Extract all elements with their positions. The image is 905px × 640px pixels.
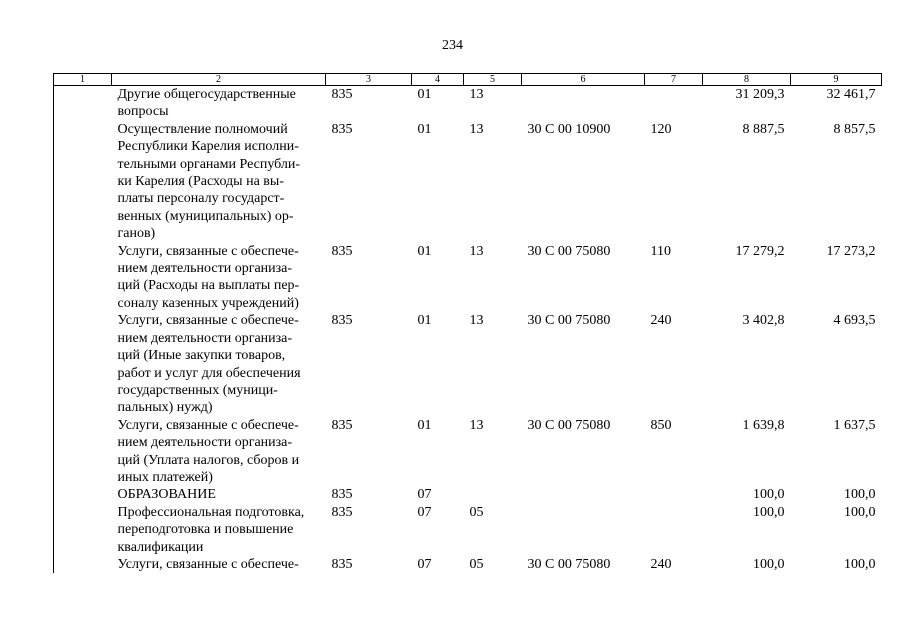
col-header-7: 7: [645, 74, 703, 86]
table-row: [54, 417, 882, 487]
description-line: иных платежей): [117, 469, 213, 485]
row-amount-year-1: 17 279,2: [735, 243, 785, 259]
description-line: Услуги, связанные с обеспече-: [117, 556, 299, 572]
row-subsection-code: 13: [469, 313, 484, 329]
row-ministry-code: 835: [331, 87, 353, 102]
description-line: соналу казенных учреждений): [117, 295, 299, 311]
row-col-1: [54, 556, 112, 573]
row-target-article: [522, 86, 645, 121]
description-line: вопросы: [117, 104, 169, 120]
page-number: 234: [442, 38, 463, 53]
row-amount-year-1: 31 209,3: [735, 87, 785, 102]
description-line: Другие общегосударственные: [117, 87, 296, 102]
row-amount-year-1: 8 887,5: [742, 121, 785, 137]
description-line: ций (Уплата налогов, сборов и: [117, 452, 300, 468]
row-col-1: [54, 121, 112, 243]
row-col-1: [54, 504, 112, 556]
row-amount-year-2: 100,0: [844, 556, 876, 572]
row-section-code: 07: [417, 504, 432, 520]
row-col-1: [54, 312, 112, 416]
row-description: [112, 121, 326, 243]
row-target-article: 30 С 00 75080: [527, 313, 611, 329]
table-body: [54, 86, 882, 574]
row-target-article: 30 С 00 75080: [527, 417, 611, 433]
row-section-code: 07: [417, 487, 432, 503]
row-target-article: [522, 486, 645, 503]
row-section-code: 01: [417, 313, 432, 329]
description-line: нием деятельности организа-: [117, 330, 293, 346]
row-col-1: [54, 86, 112, 121]
row-expense-type: 120: [650, 121, 672, 137]
description-line: Осуществление полномочий: [117, 121, 288, 137]
row-amount-year-2: 4 693,5: [833, 313, 876, 329]
row-expense-type: 240: [650, 556, 672, 572]
row-ministry-code: 835: [331, 504, 353, 520]
row-col-1: [54, 417, 112, 487]
description-line: Республики Карелия исполни-: [117, 139, 299, 155]
description-line: Услуги, связанные с обеспече-: [117, 313, 299, 329]
table-row: [54, 504, 882, 556]
row-subsection-code: [464, 486, 522, 503]
row-amount-year-1: 100,0: [753, 504, 785, 520]
row-amount-year-2: 17 273,2: [826, 243, 876, 259]
row-description: [112, 504, 326, 556]
row-col-1: [54, 243, 112, 313]
col-header-5: 5: [464, 74, 522, 86]
row-description: [112, 86, 326, 121]
row-subsection-code: 05: [469, 556, 484, 572]
description-line: Услуги, связанные с обеспече-: [117, 417, 299, 433]
row-target-article: 30 С 00 75080: [527, 243, 611, 259]
row-target-article: 30 С 00 10900: [527, 121, 611, 137]
row-description: [112, 312, 326, 416]
description-line: Профессиональная подготовка,: [117, 504, 305, 520]
description-line: работ и услуг для обеспечения: [117, 365, 301, 381]
description-line: платы персоналу государст-: [117, 191, 285, 207]
row-subsection-code: 05: [469, 504, 484, 520]
description-line: венных (муниципальных) ор-: [117, 208, 294, 224]
description-line: ций (Расходы на выплаты пер-: [117, 278, 300, 294]
col-header-2: 2: [112, 74, 326, 86]
description-line: государственных (муници-: [117, 382, 278, 398]
row-section-code: 01: [417, 417, 432, 433]
table-row: [54, 556, 882, 573]
row-subsection-code: 13: [469, 87, 484, 102]
row-section-code: 01: [417, 243, 432, 259]
row-amount-year-1: 100,0: [753, 556, 785, 572]
row-expense-type: [645, 504, 703, 556]
description-line: ций (Иные закупки товаров,: [117, 348, 286, 364]
row-ministry-code: 835: [331, 243, 353, 259]
col-header-4: 4: [412, 74, 464, 86]
header-row: [54, 74, 882, 86]
row-ministry-code: 835: [331, 487, 353, 503]
row-target-article: [522, 504, 645, 556]
row-expense-type: 240: [650, 313, 672, 329]
description-line: нием деятельности организа-: [117, 261, 293, 277]
row-subsection-code: 13: [469, 243, 484, 259]
table-row: [54, 243, 882, 313]
table-row: [54, 486, 882, 503]
row-amount-year-2: 100,0: [844, 487, 876, 503]
row-expense-type: 850: [650, 417, 672, 433]
row-subsection-code: 13: [469, 417, 484, 433]
budget-table: [53, 73, 882, 573]
description-line: пальных) нужд): [117, 400, 213, 416]
row-amount-year-1: 1 639,8: [742, 417, 785, 433]
row-description: [112, 556, 326, 573]
col-header-9: 9: [791, 74, 882, 86]
row-description: [112, 486, 326, 503]
table-row: [54, 312, 882, 416]
row-ministry-code: 835: [331, 556, 353, 572]
row-col-1: [54, 486, 112, 503]
row-description: [112, 243, 326, 313]
description-line: ОБРАЗОВАНИЕ: [117, 487, 216, 503]
row-target-article: 30 С 00 75080: [527, 556, 611, 572]
description-line: квалификации: [117, 539, 204, 555]
row-amount-year-2: 32 461,7: [826, 87, 876, 102]
row-expense-type: [645, 86, 703, 121]
table-header: [54, 74, 882, 86]
row-section-code: 01: [417, 121, 432, 137]
col-header-8: 8: [703, 74, 791, 86]
row-amount-year-2: 8 857,5: [833, 121, 876, 137]
row-ministry-code: 835: [331, 121, 353, 137]
row-amount-year-1: 100,0: [753, 487, 785, 503]
row-description: [112, 417, 326, 487]
row-amount-year-2: 100,0: [844, 504, 876, 520]
description-line: ганов): [117, 226, 156, 242]
row-ministry-code: 835: [331, 417, 353, 433]
description-line: Услуги, связанные с обеспече-: [117, 243, 299, 259]
table-row: [54, 121, 882, 243]
col-header-3: 3: [326, 74, 412, 86]
description-line: нием деятельности организа-: [117, 435, 293, 451]
row-expense-type: [645, 486, 703, 503]
row-section-code: 07: [417, 556, 432, 572]
row-amount-year-2: 1 637,5: [833, 417, 876, 433]
col-header-1: 1: [54, 74, 112, 86]
description-line: тельными органами Республи-: [117, 156, 301, 172]
table-row: [54, 86, 882, 121]
row-subsection-code: 13: [469, 121, 484, 137]
col-header-6: 6: [522, 74, 645, 86]
row-expense-type: 110: [650, 243, 671, 259]
row-section-code: 01: [417, 87, 432, 102]
description-line: переподготовка и повышение: [117, 522, 294, 538]
description-line: ки Карелия (Расходы на вы-: [117, 174, 284, 190]
row-ministry-code: 835: [331, 313, 353, 329]
row-amount-year-1: 3 402,8: [742, 313, 785, 329]
